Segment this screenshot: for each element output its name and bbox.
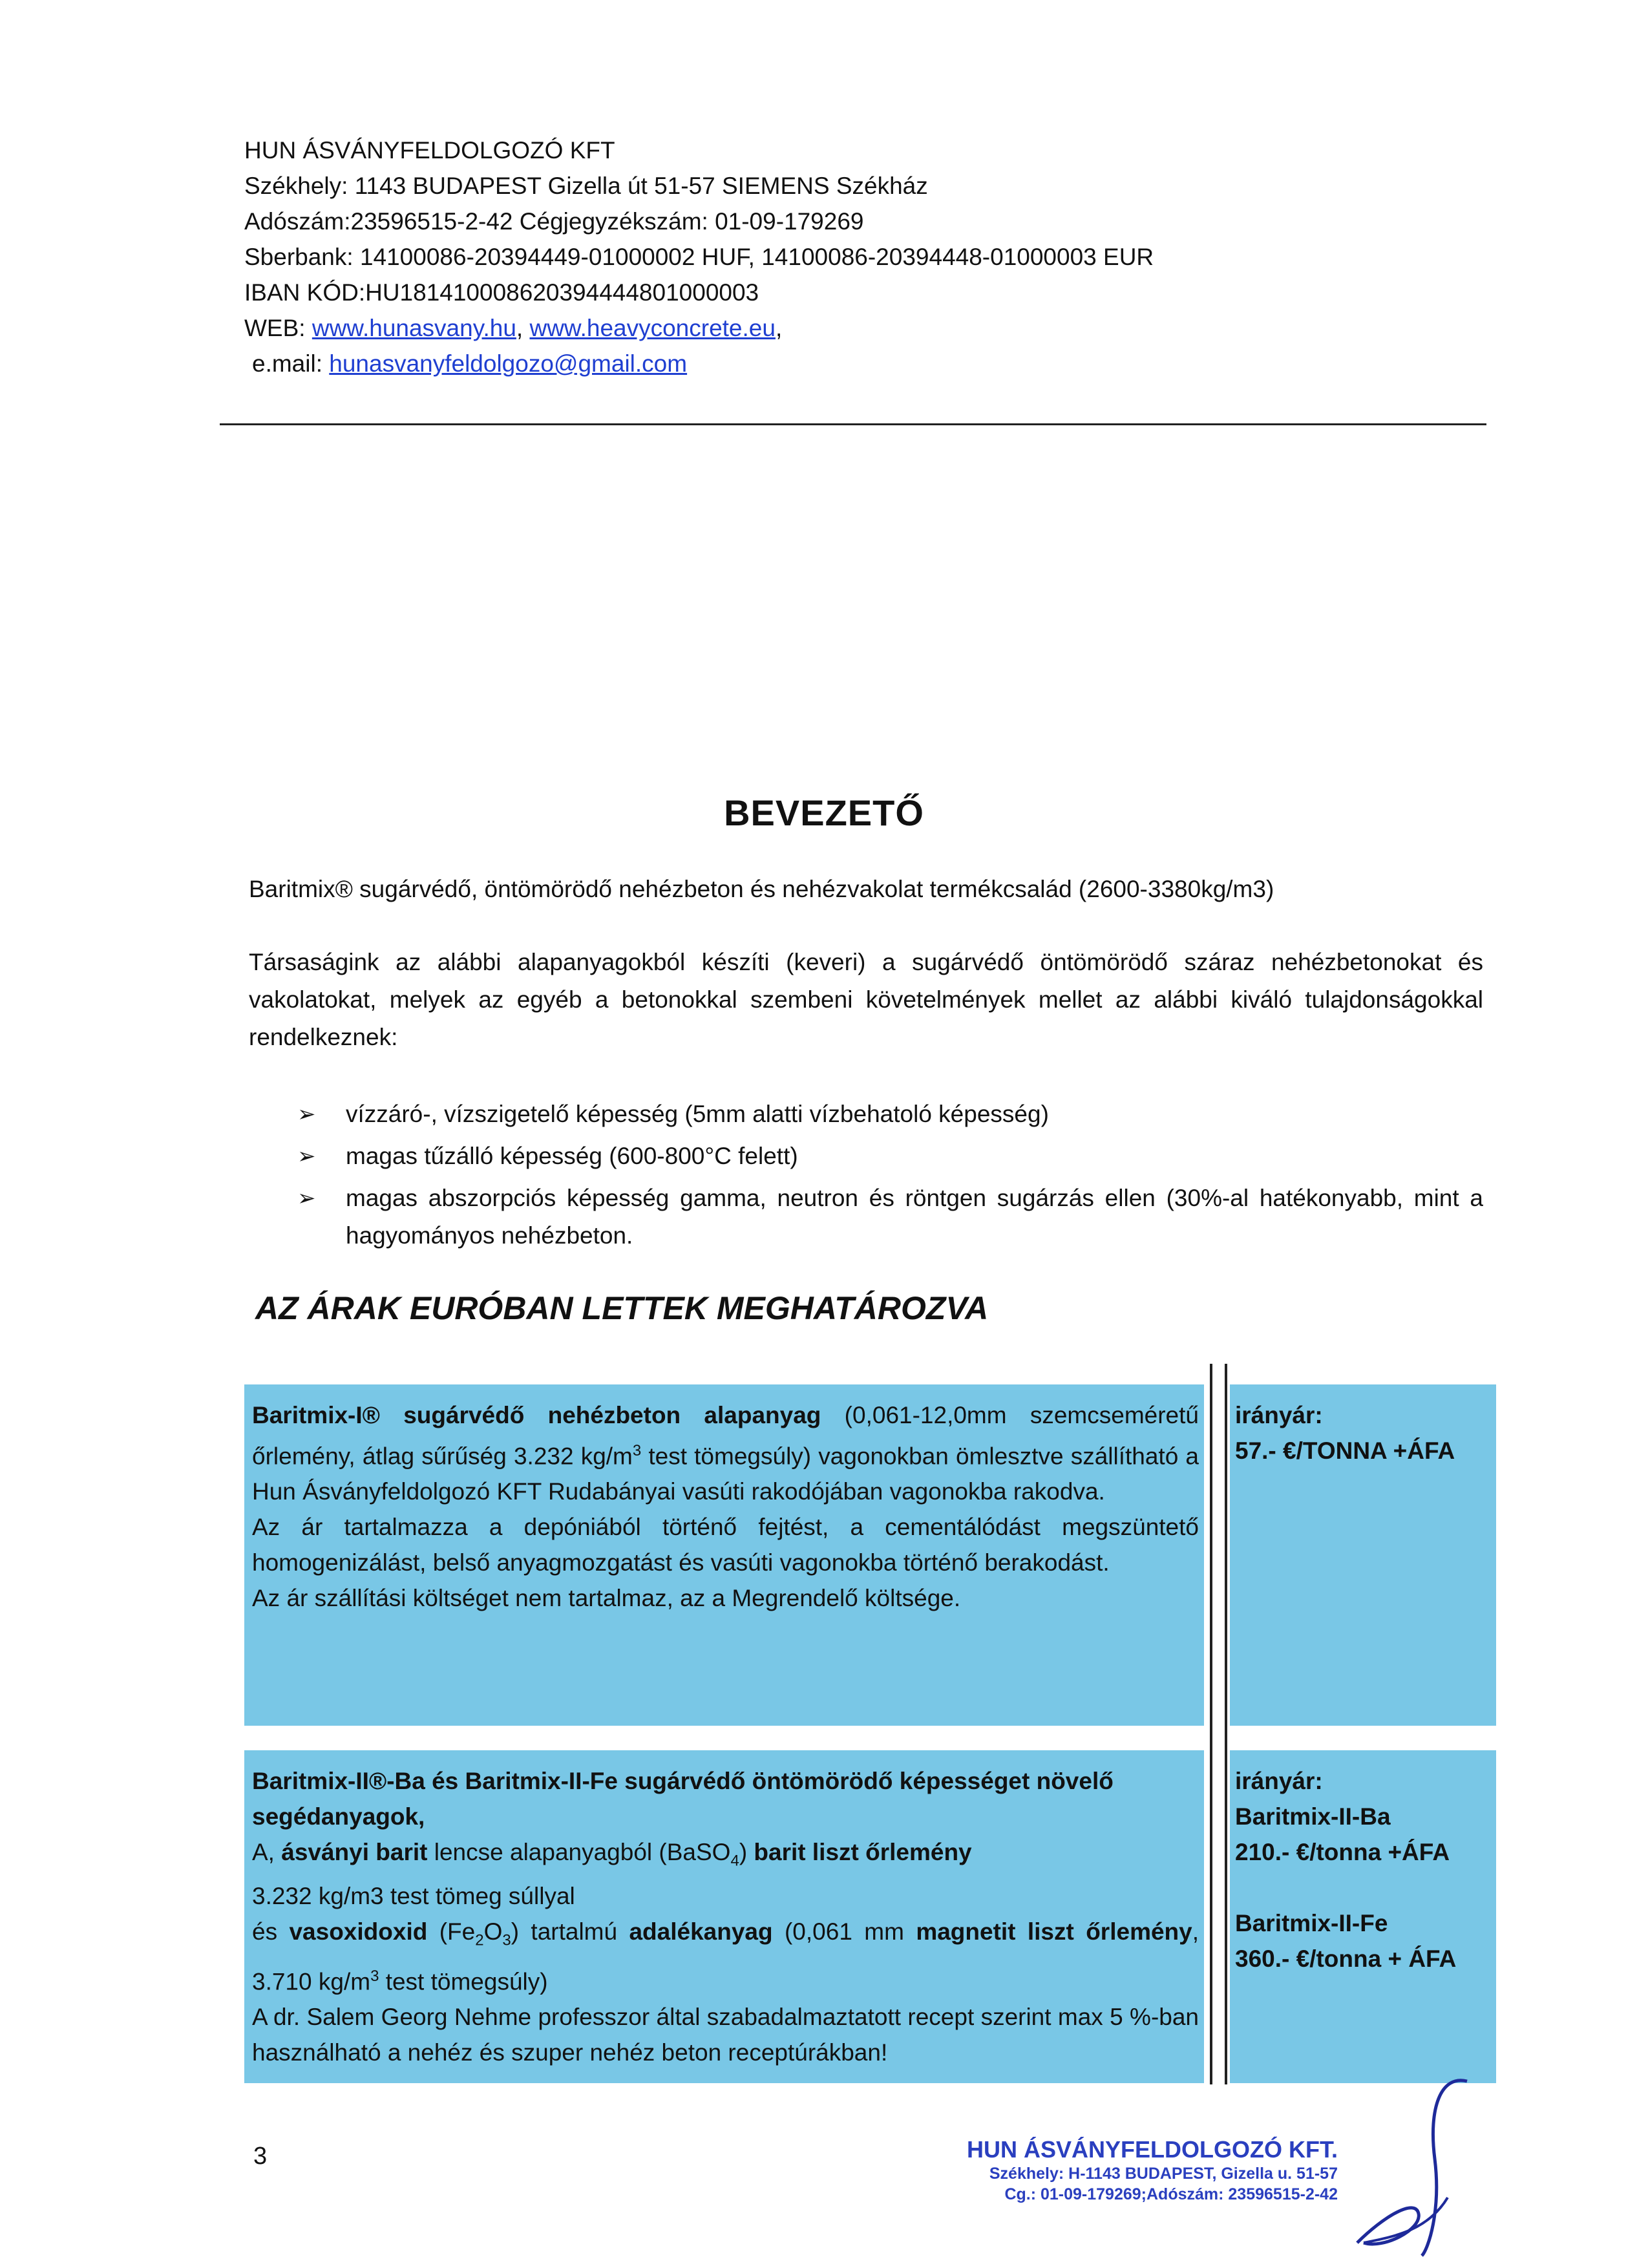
intro-line: Baritmix® sugárvédő, öntömörödő nehézbeton és nehézvakolat termékcsalád (2600-3380kg/m3) xyxy=(249,876,1274,902)
bullet-item xyxy=(297,1138,1483,1176)
prices-subtitle: AZ ÁRAK EURÓBAN LETTEK MEGHATÁROZVA xyxy=(255,1290,989,1326)
company-stamp xyxy=(885,2136,1338,2205)
row2-barite: ásványi barit xyxy=(281,1839,428,1865)
bullet-text: magas abszorpciós képesség gamma, neutron és röntgen sugárzás ellen (30%-al hatékonyabb, mint a hagyományos nehézbeton. xyxy=(346,1185,1483,1249)
row2-b-mid3: ) tartalmú xyxy=(511,1918,629,1945)
row2-b-mid5: , 3.710 kg/m xyxy=(252,1918,1199,1995)
arrow-bullet-icon: ➢ xyxy=(297,1186,316,1211)
arrow-bullet-icon: ➢ xyxy=(297,1144,316,1169)
row1-spec: (0,061-12,0mm szemcseméretű őrlemény, átlag sűrűség 3.232 kg/m xyxy=(252,1402,1199,1470)
web-separator: , xyxy=(516,315,530,341)
company-name: HUN ÁSVÁNYFELDOLGOZÓ KFT xyxy=(244,137,615,164)
company-iban: IBAN KÓD:HU18141000862039444480100000​3 xyxy=(244,279,759,306)
row2-fe-price: 360.- €/tonna + ÁFA xyxy=(1235,1945,1457,1972)
row2-line-a xyxy=(252,1834,1199,1878)
company-tax: Adószám:23596515-2-42 Cégjegyzékszám: 01-09-179269 xyxy=(244,208,864,235)
row2-price-cell xyxy=(1230,1750,1496,2083)
row1-price-label: irányár: xyxy=(1235,1402,1323,1428)
row2-a-prefix: A, xyxy=(252,1839,282,1865)
row1-description-cell xyxy=(244,1384,1204,1726)
web-end: , xyxy=(775,315,783,341)
bullet-text: vízzáró-, vízszigetelő képesség (5mm alatti vízbehatoló képesség) xyxy=(346,1101,1049,1127)
row2-ba-name: Baritmix-II-Ba xyxy=(1235,1803,1391,1830)
email-label: e.mail: xyxy=(252,350,330,377)
row2-fe-name: Baritmix-II-Fe xyxy=(1235,1910,1388,1936)
row2-barite-flour: barit liszt őrlemény xyxy=(754,1839,972,1865)
stamp-company: HUN ÁSVÁNYFELDOLGOZÓ KFT. xyxy=(967,2136,1338,2163)
row2-ba-price: 210.- €/tonna +ÁFA xyxy=(1235,1839,1450,1865)
company-header xyxy=(244,132,1154,381)
stamp-address: Székhely: H-1143 BUDAPEST, Gizella u. 51-57 xyxy=(989,2165,1338,2183)
row2-b-prefix: és xyxy=(252,1918,290,1945)
company-email xyxy=(244,346,1154,381)
row2-line-a2: 3.232 kg/m3 test tömeg súllyal xyxy=(252,1883,575,1910)
bullet-text: magas tűzálló képesség (600-800°C felett) xyxy=(346,1143,798,1169)
row2-b-sub2: 3 xyxy=(502,1931,511,1949)
arrow-bullet-icon: ➢ xyxy=(297,1102,316,1127)
row2-additive: adalékanyag xyxy=(629,1918,773,1945)
row2-price-label: irányár: xyxy=(1235,1768,1323,1794)
row1-product-name: Baritmix-I® sugárvédő nehézbeton alapanyag xyxy=(252,1402,821,1428)
intro-paragraph: Társaságink az alábbi alapanyagokból készíti (keveri) a sugárvédő öntömörödő száraz nehézbetonokat és vakolatokat, melyek az egyéb a betonokkal szembeni követelmények mellet az alábbi kiváló tulajdonságokkal rendelkeznek: xyxy=(249,949,1483,1050)
bullet-item xyxy=(297,1096,1483,1134)
row1-price-cell xyxy=(1230,1384,1496,1726)
row2-b-mid1: (Fe xyxy=(427,1918,476,1945)
row2-b-mid4: (0,061 mm xyxy=(772,1918,916,1945)
page-number: 3 xyxy=(253,2143,268,2170)
row1-para1 xyxy=(252,1397,1199,1509)
row2-a-mid: lencse alapanyagból (BaSO xyxy=(427,1839,731,1865)
table-divider-line xyxy=(1210,1364,1212,2084)
row2-text xyxy=(244,1750,1204,2070)
bullet-item xyxy=(297,1180,1483,1257)
row2-magnetite: magnetit liszt őrlemény xyxy=(916,1918,1192,1945)
web-link-hunasvany[interactable]: www.hunasvany.hu xyxy=(312,315,516,341)
table-divider-line xyxy=(1225,1364,1227,2084)
row1-spec-cont: test tömegsúly) vagonokban ömlesztve szállítható a Hun Ásványfeldolgozó KFT Rudabányai vasúti rakodójában vagonokba rakodva. xyxy=(252,1443,1199,1505)
company-bank: Sberbank: 14100086-20394449-01000002 HUF, 14100086-20394448-01000003 EUR xyxy=(244,244,1154,270)
company-seat: Székhely: 1143 BUDAPEST Gizella út 51-57 SIEMENS Székház xyxy=(244,173,928,199)
email-link[interactable]: hunasvanyfeldolgozo@gmail.com xyxy=(329,350,688,377)
row2-b-mid2: O xyxy=(483,1918,503,1945)
page-title: BEVEZETŐ xyxy=(724,792,924,833)
stamp-registry: Cg.: 01-09-179269;Adószám: 23596515-2-42 xyxy=(1004,2185,1338,2203)
row1-price: 57.- €/TONNA +ÁFA xyxy=(1235,1437,1455,1464)
header-divider xyxy=(220,423,1486,425)
row1-para2: Az ár tartalmazza a depóniából történő fejtést, a cementálódást megszüntető homogenizálást, belső anyagmozgatást és vasúti vagonokba történő berakodást. xyxy=(252,1514,1199,1576)
company-web xyxy=(244,310,1154,346)
row2-b-end: test tömegsúly) xyxy=(379,1968,548,1995)
web-link-heavyconcrete[interactable]: www.heavyconcrete.eu xyxy=(529,315,776,341)
row1-text xyxy=(244,1384,1204,1616)
row2-b-sub1: 2 xyxy=(475,1931,484,1949)
row2-iron-oxide: vasoxidoxid xyxy=(289,1918,428,1945)
row2-a-sub: 4 xyxy=(730,1852,739,1870)
web-label: WEB: xyxy=(244,315,312,341)
row2-b-sup: 3 xyxy=(370,1967,379,1985)
row2-a-close: ) xyxy=(739,1839,754,1865)
row2-description-cell xyxy=(244,1750,1204,2083)
row2-heading: Baritmix-II®-Ba és Baritmix-II-Fe sugárvédő öntömörödő képességet növelő segédanyagok, xyxy=(252,1768,1114,1830)
row1-para3: Az ár szállítási költséget nem tartalmaz, az a Megrendelő költsége. xyxy=(252,1585,961,1612)
row2-note: A dr. Salem Georg Nehme professzor által szabadalmaztatott recept szerint max 5 %-ban használható a nehéz és szuper nehéz beton receptúrákban! xyxy=(252,2004,1199,2066)
row1-sup: 3 xyxy=(632,1442,642,1459)
row2-line-b xyxy=(252,1914,1199,1999)
signature-graphic xyxy=(1344,2068,1538,2262)
